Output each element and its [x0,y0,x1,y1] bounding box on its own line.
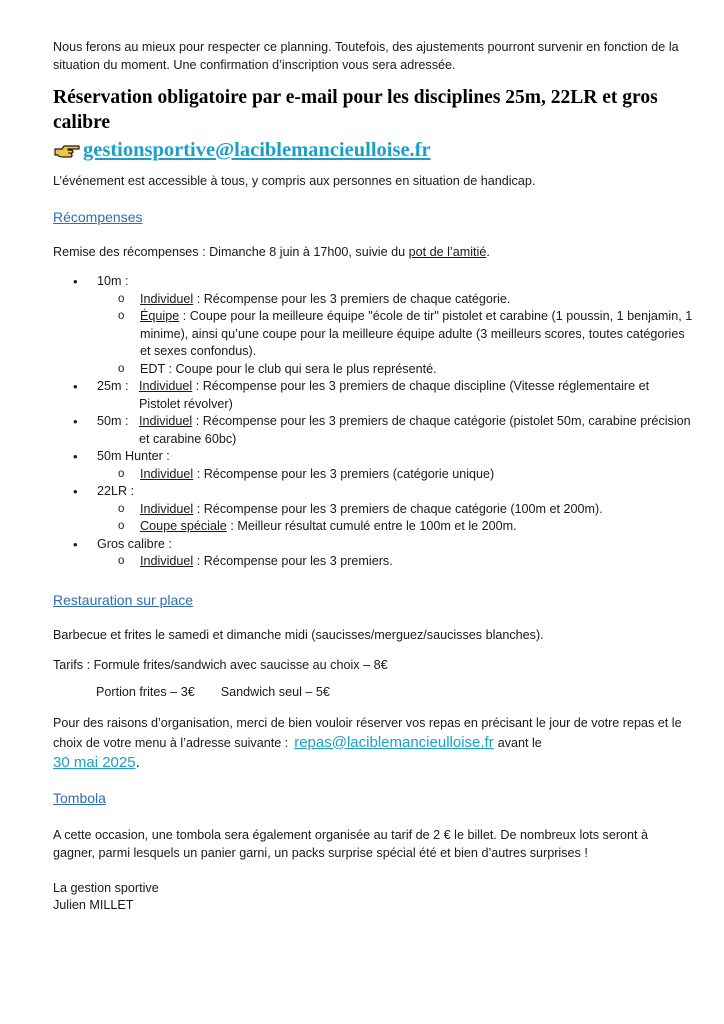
tarifs-text: Tarifs : Formule frites/sandwich avec saucisse au choix – 8€ [53,657,388,672]
food-heading[interactable]: Restauration sur place [53,591,194,608]
rewards-heading[interactable]: Récompenses [53,209,143,225]
list-item: • 50m : Individuel : Récompense pour les 3 premiers de chaque catégorie (pistolet 50m, carabine précision et carabine 60bc) [53,413,693,448]
intro-paragraph: Nous ferons au mieux pour respecter ce planning. Toutefois, des ajustements pourront survenir en fonction de la situation du moment. Une confirmation d’inscription vous sera adressée. [53,40,679,72]
portion-price: Portion frites – 3€ [96,684,195,699]
list-subitem: o Individuel : Récompense pour les 3 premiers. [140,553,693,571]
list-subitem: o Équipe : Coupe pour la meilleure équipe "école de tir" pistolet et carabine (1 poussin, 1 benjamin, 1 minime), ainsi qu’une coupe pour la meilleure équipe adulte (3 meilleurs scores, toutes catégories et sexes confondus). [140,308,693,361]
rewards-intro: Remise des récompenses : Dimanche 8 juin à 17h00, suivie du pot de l’amitié. [53,245,490,259]
meal-reservation-text: Pour des raisons d’organisation, merci de bien vouloir réserver vos repas en précisant le jour de votre repas et le choix de votre menu à l’adresse suivante : repas@laciblemancieulloise.fr avant le 30 mai 2025. [53,715,682,771]
list-item: • 50m Hunter : o Individuel : Récompense pour les 3 premiers (catégorie unique) [53,448,693,483]
bbq-text: Barbecue et frites le samedi et dimanche midi (saucisses/merguez/saucisses blanches). [53,627,544,642]
tombola-heading[interactable]: Tombola [53,789,106,806]
pot-amitie: pot de l’amitié [408,245,487,259]
list-subitem: o Individuel : Récompense pour les 3 premiers (catégorie unique) [140,466,693,484]
signature-name: Julien MILLET [53,897,134,912]
list-item: • 22LR : o Individuel : Récompense pour les 3 premiers de chaque catégorie (100m et 200m). o Coupe spéciale : Meilleur résultat cumulé entre le 100m et le 200m. [53,483,693,536]
meal-email-link[interactable]: repas@laciblemancieulloise.fr [294,733,494,751]
tarifs-details [53,685,693,699]
tombola-text: A cette occasion, une tombola sera également organisée au tarif de 2 € le billet. De nombreux lots seront à gagner, parmi lesquels un panier garni, un packs surprise spécial été et bien d’autres surprises ! [53,827,649,860]
sports-email-line [53,135,693,165]
sports-email-link[interactable]: gestionsportive@laciblemancieulloise.fr [83,138,431,161]
reservation-headline: Réservation obligatoire par e-mail pour les disciplines 25m, 22LR et gros calibre [53,87,658,133]
list-subitem: o Individuel : Récompense pour les 3 premiers de chaque catégorie. [140,291,693,309]
list-subitem: o Coupe spéciale : Meilleur résultat cumulé entre le 100m et le 200m. [140,518,693,536]
list-subitem: o Individuel : Récompense pour les 3 premiers de chaque catégorie (100m et 200m). [140,501,693,519]
list-item: • 25m : Individuel : Récompense pour les 3 premiers de chaque discipline (Vitesse réglementaire et Pistolet révolver) [53,378,693,413]
deadline-date: 30 mai 2025 [53,753,136,771]
list-item: • Gros calibre : o Individuel : Récompense pour les 3 premiers. [53,536,693,571]
rewards-list [53,273,693,571]
accessibility-note: L’événement est accessible à tous, y compris aux personnes en situation de handicap. [53,174,536,188]
list-item: • 10m : o Individuel : Récompense pour les 3 premiers de chaque catégorie. o Équipe : Coupe pour la meilleure équipe "école de tir" pistolet et carabine (1 poussin, 1 benjamin, 1 minime), ainsi qu’une coupe pour la meilleure équipe adulte (3 meilleurs scores, toutes catégories et sexes confondus). o EDT : Coupe pour le club qui sera le plus représenté. [53,273,693,378]
sandwich-price: Sandwich seul – 5€ [220,684,330,699]
pointing-hand-icon [53,140,81,160]
document-page [53,38,693,914]
list-subitem: o EDT : Coupe pour le club qui sera le plus représenté. [140,361,693,379]
signature-team: La gestion sportive [53,880,159,895]
